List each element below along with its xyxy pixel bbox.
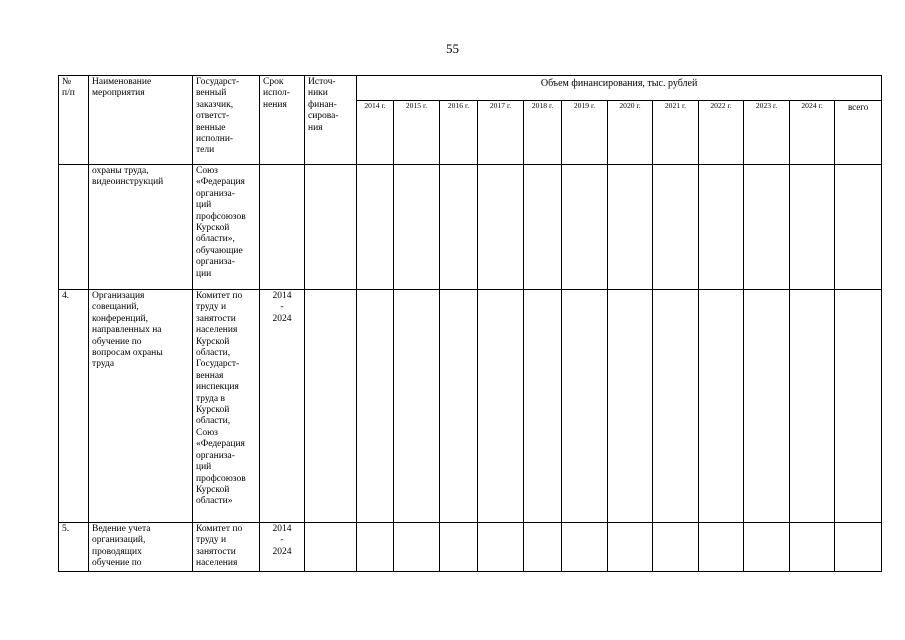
empty-cell <box>440 165 478 290</box>
row-num <box>59 165 89 290</box>
header-year: 2014 г. <box>357 101 394 165</box>
row-name: охраны труда, видеоинструкций <box>89 165 193 290</box>
empty-cell <box>357 290 394 523</box>
empty-cell <box>562 523 608 572</box>
header-year: 2017 г. <box>478 101 524 165</box>
empty-cell <box>478 523 524 572</box>
empty-cell <box>394 523 440 572</box>
empty-cell <box>699 165 744 290</box>
header-year: 2019 г. <box>562 101 608 165</box>
header-total: всего <box>835 101 882 165</box>
empty-cell <box>524 165 562 290</box>
header-year: 2023 г. <box>744 101 790 165</box>
header-num: № п/п <box>59 76 89 165</box>
empty-cell <box>357 523 394 572</box>
row-term: 2014 - 2024 <box>260 523 305 572</box>
row-term <box>260 165 305 290</box>
empty-cell <box>699 290 744 523</box>
empty-cell <box>478 290 524 523</box>
row-num: 4. <box>59 290 89 523</box>
empty-cell <box>608 290 653 523</box>
empty-cell <box>305 165 357 290</box>
empty-cell <box>653 165 699 290</box>
empty-cell <box>744 165 790 290</box>
empty-cell <box>524 523 562 572</box>
empty-cell <box>653 523 699 572</box>
empty-cell <box>835 523 882 572</box>
empty-cell <box>562 290 608 523</box>
empty-cell <box>305 290 357 523</box>
page-number: 55 <box>446 41 459 56</box>
row-customer: Комитет по труду и занятости населения <box>193 523 260 572</box>
empty-cell <box>524 290 562 523</box>
row-term: 2014 - 2024 <box>260 290 305 523</box>
table-row <box>59 165 882 290</box>
header-year: 2016 г. <box>440 101 478 165</box>
header-year: 2021 г. <box>653 101 699 165</box>
empty-cell <box>357 165 394 290</box>
empty-cell <box>653 290 699 523</box>
empty-cell <box>744 290 790 523</box>
empty-cell <box>835 290 882 523</box>
empty-cell <box>440 290 478 523</box>
empty-cell <box>562 165 608 290</box>
empty-cell <box>699 523 744 572</box>
empty-cell <box>305 523 357 572</box>
header-source: Источ- ники финан- сирова- ния <box>305 76 357 165</box>
header-financing: Объем финансирования, тыс. рублей <box>357 76 882 101</box>
row-name: Организация совещаний, конференций, направленных на обучение по вопросам охраны труда <box>89 290 193 523</box>
empty-cell <box>790 165 835 290</box>
empty-cell <box>744 523 790 572</box>
empty-cell <box>394 290 440 523</box>
empty-cell <box>790 290 835 523</box>
header-name: Наименование мероприятия <box>89 76 193 165</box>
empty-cell <box>394 165 440 290</box>
empty-cell <box>790 523 835 572</box>
header-row <box>59 76 882 101</box>
header-year: 2018 г. <box>524 101 562 165</box>
empty-cell <box>835 165 882 290</box>
empty-cell <box>608 165 653 290</box>
row-num: 5. <box>59 523 89 572</box>
empty-cell <box>608 523 653 572</box>
table-row <box>59 290 882 523</box>
empty-cell <box>440 523 478 572</box>
header-year: 2022 г. <box>699 101 744 165</box>
header-year: 2020 г. <box>608 101 653 165</box>
empty-cell <box>478 165 524 290</box>
financing-table <box>58 75 882 572</box>
row-name: Ведение учета организаций, проводящих обучение по <box>89 523 193 572</box>
header-customer: Государст- венный заказчик, ответст- венные исполни- тели <box>193 76 260 165</box>
header-term: Срок испол- нения <box>260 76 305 165</box>
header-year: 2015 г. <box>394 101 440 165</box>
table-row <box>59 523 882 572</box>
row-customer: Союз «Федерация организа- ций профсоюзов Курской области», обучающие организа- ции <box>193 165 260 290</box>
header-year: 2024 г. <box>790 101 835 165</box>
row-customer: Комитет по труду и занятости населения Курской области, Государст- венная инспекция труда в Курской области, Союз «Федерация организа- ций профсоюзов Курской области» <box>193 290 260 523</box>
